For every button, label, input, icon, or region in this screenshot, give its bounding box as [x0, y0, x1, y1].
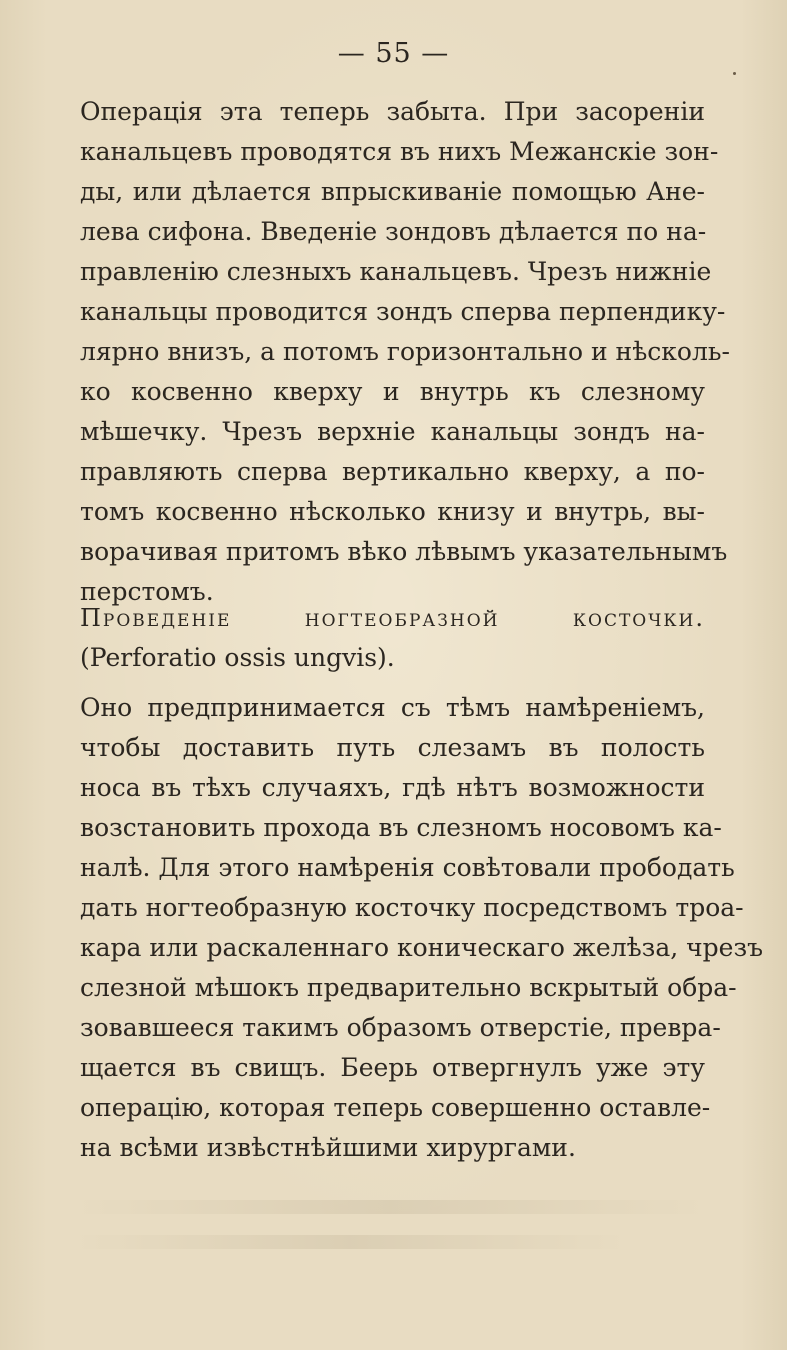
text-line: лярно внизъ, а потомъ горизонтально и нѣсколь- — [80, 337, 730, 366]
bleed-through-mark — [70, 1235, 630, 1249]
text-line: правляють сперва вертикально кверху, а по- — [80, 457, 705, 486]
text-line: Оно предпринимается съ тѣмъ намѣреніемъ, — [80, 693, 705, 722]
text-line: лева сифона. Введеніе зондовъ дѣлается по на- — [80, 217, 707, 246]
heading-latin: (Perforatio ossis ungvis). — [80, 643, 395, 672]
text-line: канальцы проводится зондъ сперва перпендику- — [80, 297, 726, 326]
text-line: щается въ свищъ. Беерь отвергнулъ уже эту — [80, 1053, 705, 1082]
text-line: мѣшечку. Чрезъ верхніе канальцы зондъ на- — [80, 417, 705, 446]
paper-speck — [733, 72, 736, 75]
text-line: канальцевъ проводятся въ нихъ Межанскіе зон- — [80, 137, 719, 166]
bleed-through-mark — [70, 1200, 710, 1214]
text-line: правленію слезныхъ канальцевъ. Чрезъ нижніе — [80, 257, 712, 286]
text-line: налѣ. Для этого намѣренія совѣтовали прободать — [80, 853, 735, 882]
heading-title: Проведеніе ногтеобразной косточки. — [80, 604, 705, 632]
text-line: ко косвенно кверху и внутрь къ слезному — [80, 377, 705, 406]
text-line: кара или раскаленнаго коническаго желѣза, чрезъ — [80, 933, 763, 962]
text-line: слезной мѣшокъ предварительно вскрытый обра- — [80, 973, 737, 1002]
text-line: возстановить прохода въ слезномъ носовомъ ка- — [80, 813, 722, 842]
paragraph-1 — [80, 92, 730, 612]
text-line: ды, или дѣлается впрыскиваніе помощью Ане- — [80, 177, 705, 206]
page-number: — 55 — — [337, 38, 450, 69]
text-line: чтобы доставить путь слезамъ въ полость — [80, 733, 705, 762]
text-line: дать ногтеобразную косточку посредствомъ троа- — [80, 893, 744, 922]
section-heading — [80, 598, 705, 678]
text-line: носа въ тѣхъ случаяхъ, гдѣ нѣтъ возможности — [80, 773, 705, 802]
text-line: Операція эта теперь забыта. При засореніи — [80, 97, 705, 126]
text-line: ворачивая притомъ вѣко лѣвымъ указательнымъ — [80, 537, 728, 566]
text-line: перстомъ. — [80, 577, 214, 606]
text-line: зовавшееся такимъ образомъ отверстіе, превра- — [80, 1013, 721, 1042]
text-line: на всѣми извѣстнѣйшими хирургами. — [80, 1133, 576, 1162]
text-line: операцію, которая теперь совершенно оставле- — [80, 1093, 711, 1122]
text-line: томъ косвенно нѣсколько книзу и внутрь, вы- — [80, 497, 705, 526]
paragraph-2 — [80, 688, 763, 1168]
